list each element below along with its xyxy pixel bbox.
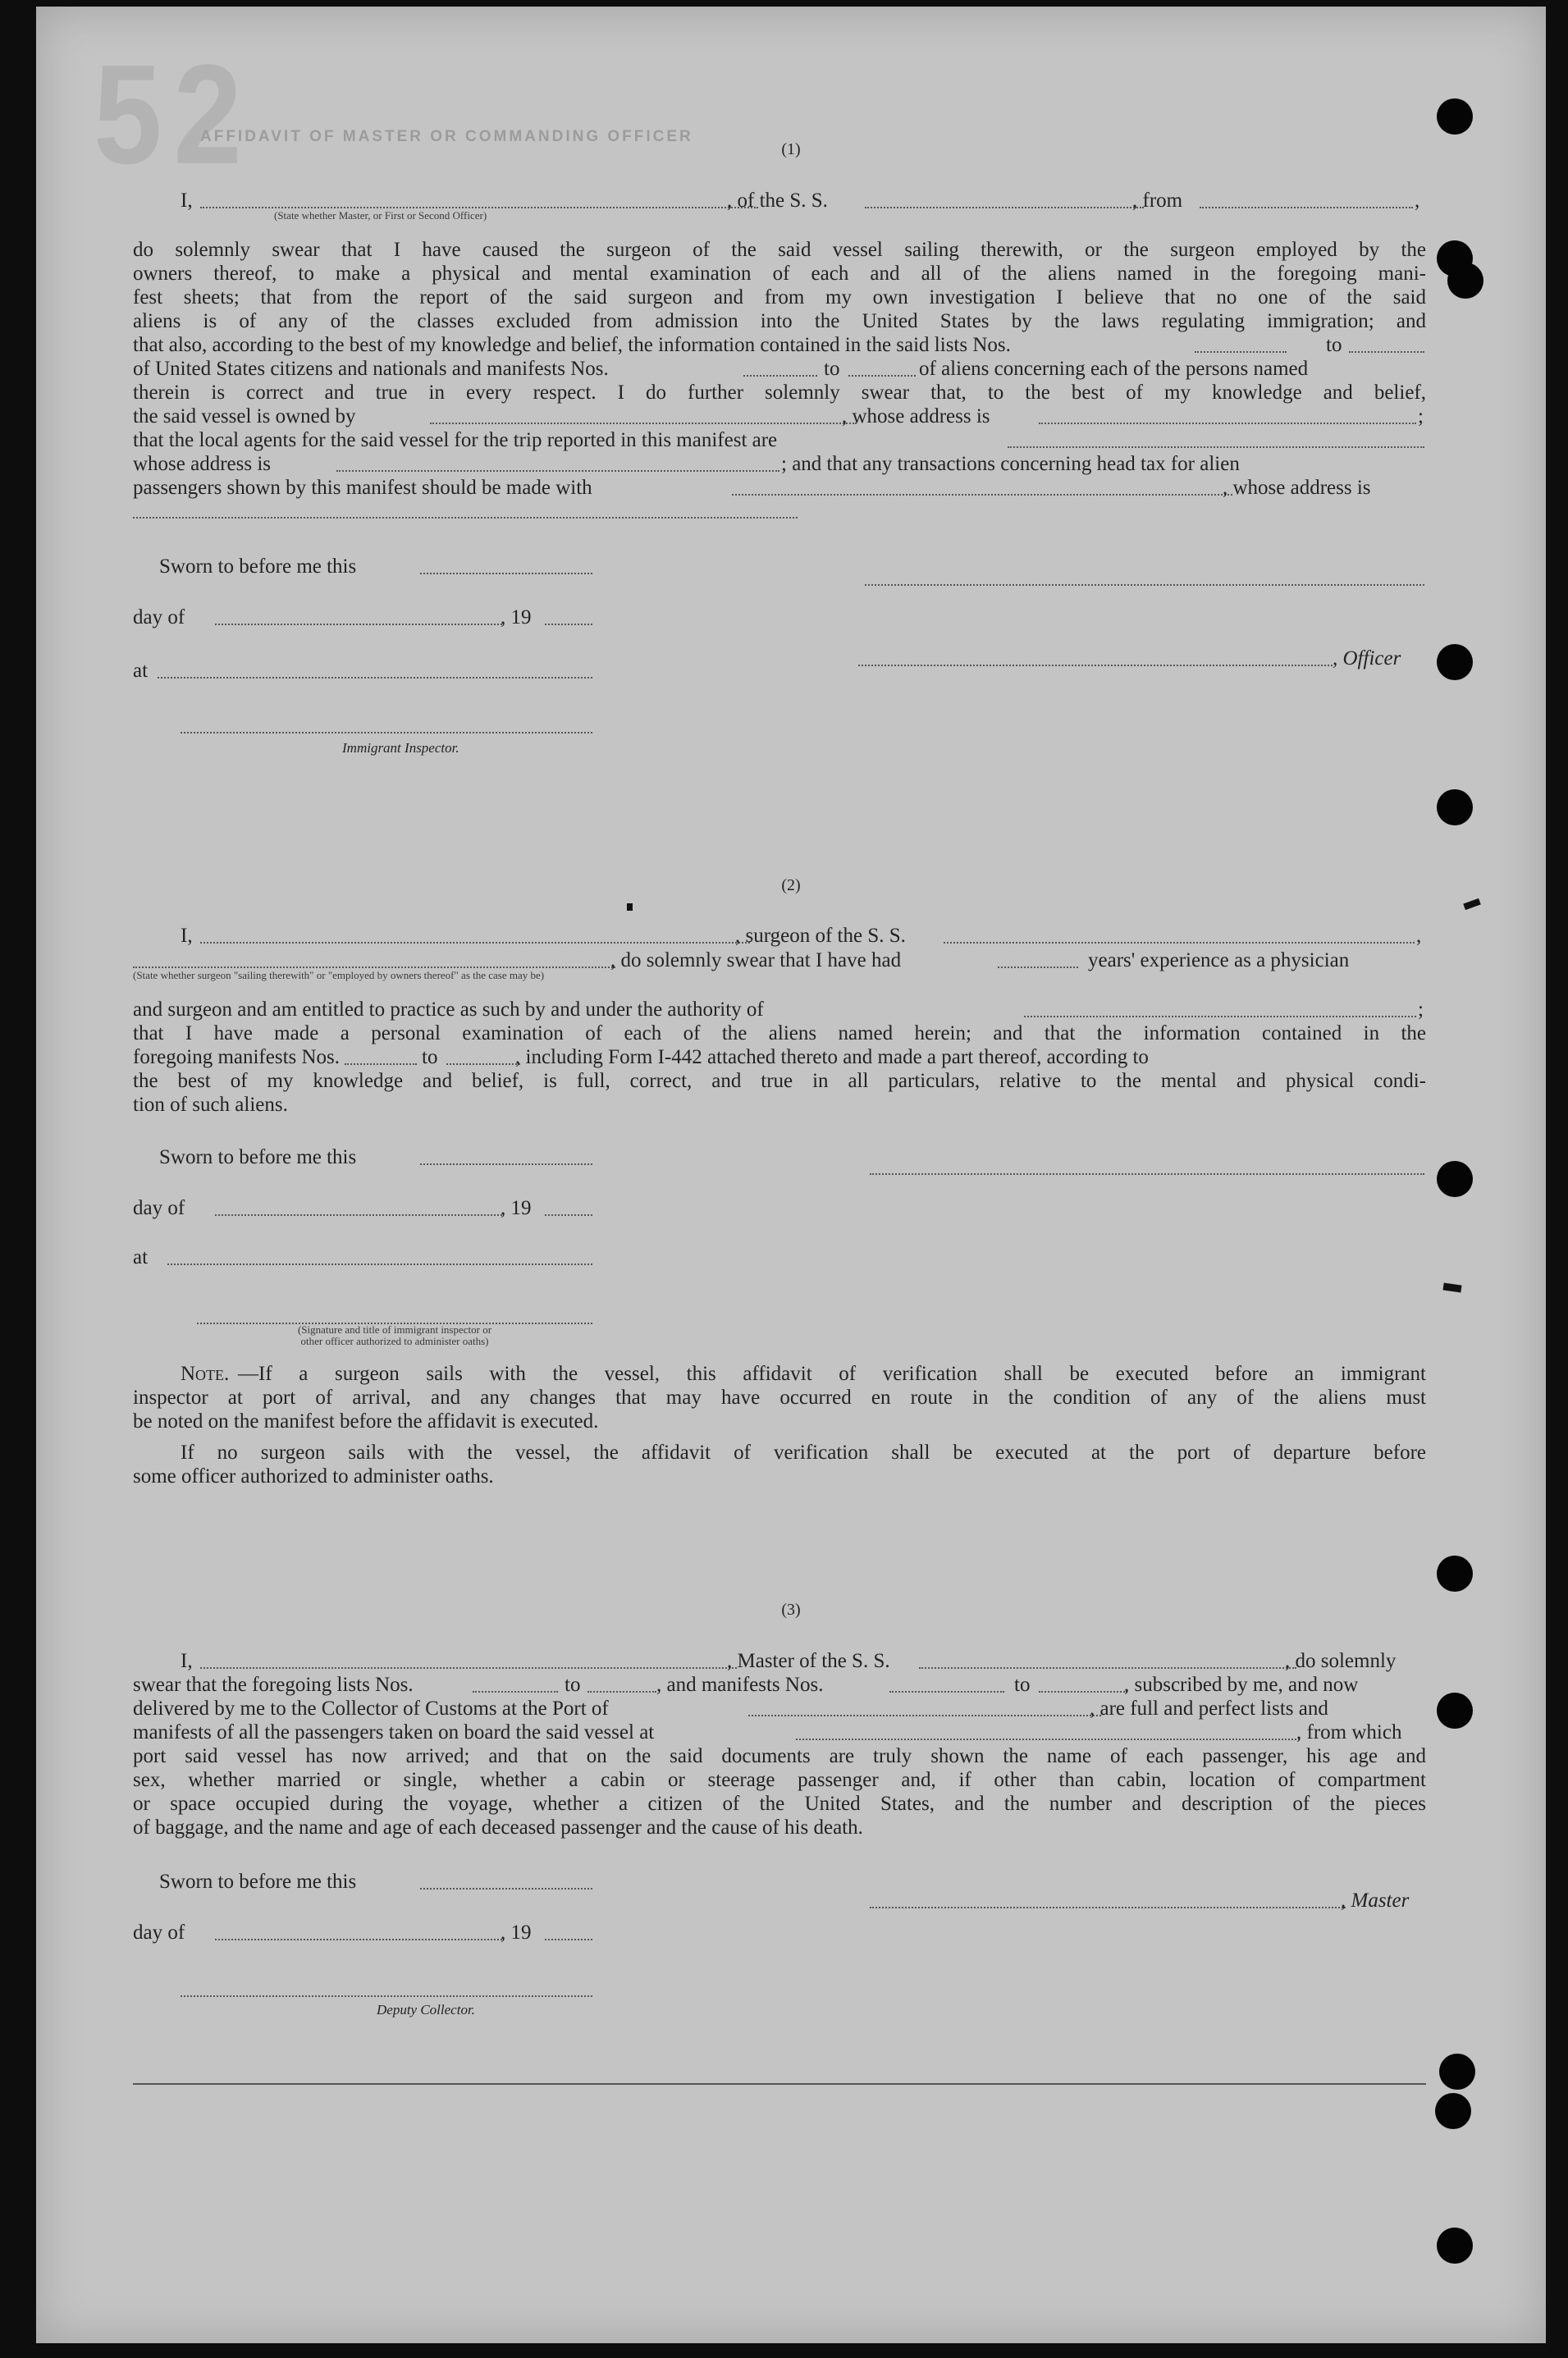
line-text: , bbox=[1415, 190, 1420, 212]
para-line: delivered by me to the Collector of Customs at the Port of bbox=[133, 1698, 609, 1720]
year-label: , 19 bbox=[501, 1922, 532, 1944]
blank-field bbox=[215, 1921, 502, 1940]
day-label: day of bbox=[133, 1197, 185, 1219]
para-line: , whose address is bbox=[1223, 477, 1371, 499]
day-label: day of bbox=[133, 606, 185, 628]
day-label: day of bbox=[133, 1922, 185, 1944]
punch-hole bbox=[1437, 98, 1473, 135]
blank-field bbox=[732, 476, 1232, 496]
line-text: , do solemnly bbox=[1285, 1650, 1397, 1672]
para-line: to bbox=[824, 358, 840, 380]
blank-field bbox=[1039, 404, 1416, 424]
blank-field bbox=[336, 452, 779, 472]
blank-field bbox=[1200, 189, 1413, 208]
bottom-rule bbox=[133, 2082, 1426, 2085]
punch-hole bbox=[1437, 2228, 1473, 2264]
para-line: , including Form I-442 attached thereto and made a part thereof, according to bbox=[515, 1046, 1149, 1068]
signature-line bbox=[865, 566, 1424, 586]
para-line: foregoing manifests Nos. bbox=[133, 1046, 341, 1068]
blank-field bbox=[215, 1196, 502, 1216]
punch-hole bbox=[1437, 644, 1473, 680]
ink-mark bbox=[627, 903, 633, 911]
line-text: years' experience as a physician bbox=[1088, 949, 1350, 971]
line-text: , bbox=[1416, 925, 1422, 947]
blank-field bbox=[743, 357, 817, 377]
para-line: , from which bbox=[1296, 1721, 1402, 1743]
blank-field bbox=[133, 948, 615, 968]
blank-field bbox=[167, 1245, 592, 1265]
para-line: , and manifests Nos. bbox=[656, 1674, 824, 1696]
para-line: , whose address is bbox=[842, 405, 990, 427]
para-line: the said vessel is owned by bbox=[133, 405, 356, 427]
para-line: of baggage, and the name and age of each deceased passenger and the cause of his death. bbox=[133, 1816, 863, 1839]
blank-field bbox=[865, 189, 1144, 208]
signature-line bbox=[870, 1889, 1346, 1908]
section-number: (1) bbox=[781, 140, 801, 158]
blank-field bbox=[919, 1649, 1296, 1669]
punch-hole bbox=[1435, 2093, 1471, 2129]
note-line: be noted on the manifest before the affidavit is executed. bbox=[133, 1410, 599, 1433]
faded-heading: AFFIDAVIT OF MASTER OR COMMANDING OFFICER bbox=[200, 128, 693, 145]
para-line: , are full and perfect lists and bbox=[1090, 1698, 1328, 1720]
blank-field bbox=[889, 1673, 1004, 1693]
para-line: manifests of all the passengers taken on board the said vessel at bbox=[133, 1721, 655, 1743]
line-text: I, bbox=[181, 190, 193, 212]
master-label: , Master bbox=[1341, 1890, 1410, 1912]
blank-field bbox=[1008, 428, 1424, 448]
note-line: If no surgeon sails with the vessel, the affidavit of verification shall be executed at the port of departure before bbox=[181, 1442, 1426, 1464]
at-label: at bbox=[133, 1246, 149, 1268]
para-line: aliens is of any of the classes excluded from admission into the United States by the laws regulating immigration; and bbox=[133, 310, 1426, 332]
blank-field bbox=[420, 1870, 592, 1890]
line-text: , of the S. S. bbox=[727, 190, 828, 212]
blank-field bbox=[587, 1673, 656, 1693]
punch-hole bbox=[1437, 1161, 1473, 1197]
para-line: ; and that any transactions concerning head tax for alien bbox=[781, 453, 1240, 475]
blank-field bbox=[420, 555, 592, 574]
blank-field bbox=[133, 499, 798, 519]
blank-field bbox=[545, 1921, 592, 1940]
para-line: do solemnly swear that I have caused the surgeon of the said vessel sailing therewith, or the surgeon employed by the bbox=[133, 239, 1426, 261]
para-line: and surgeon and am entitled to practice as such by and under the authority of bbox=[133, 998, 764, 1021]
blank-field bbox=[796, 1721, 1300, 1740]
note-line: inspector at port of arrival, and any changes that may have occurred en route in the condition of any of the aliens must bbox=[133, 1387, 1426, 1409]
blank-field bbox=[215, 605, 502, 625]
signature-line bbox=[858, 647, 1333, 666]
para-line: of aliens concerning each of the persons named bbox=[919, 358, 1309, 380]
blank-field bbox=[545, 605, 592, 625]
punch-hole bbox=[1437, 1693, 1473, 1729]
line-text: I, bbox=[181, 925, 193, 947]
para-line: to bbox=[1014, 1674, 1031, 1696]
blank-field bbox=[1024, 998, 1416, 1017]
collector-label: Deputy Collector. bbox=[377, 2002, 475, 2018]
para-line: fest sheets; that from the report of the said surgeon and from my own investigation I believe that no one of the said bbox=[133, 286, 1426, 308]
year-label: , 19 bbox=[501, 606, 532, 628]
punch-hole bbox=[1439, 2054, 1475, 2090]
field-hint: (State whether Master, or First or Second Officer) bbox=[274, 209, 487, 222]
para-line: tion of such aliens. bbox=[133, 1094, 288, 1116]
line-text: , Master of the S. S. bbox=[727, 1650, 890, 1672]
para-line: sex, whether married or single, whether a cabin or steerage passenger and, if other than cabin, location of compartment bbox=[133, 1769, 1426, 1791]
para-line: the best of my knowledge and belief, is full, correct, and true in all particulars, relative to the mental and physical condi- bbox=[133, 1070, 1426, 1092]
sworn-label: Sworn to before me this bbox=[159, 1146, 357, 1168]
document-page bbox=[36, 7, 1546, 2343]
blank-field bbox=[420, 1145, 592, 1165]
section-number: (2) bbox=[781, 876, 801, 894]
blank-field bbox=[848, 357, 916, 377]
para-line: passengers shown by this manifest should be made with bbox=[133, 477, 592, 499]
signature-line bbox=[181, 714, 592, 733]
note-line: some officer authorized to administer oaths. bbox=[133, 1465, 494, 1487]
para-line: to bbox=[565, 1674, 581, 1696]
signature-hint: other officer authorized to administer oaths) bbox=[300, 1335, 489, 1347]
signature-line bbox=[197, 1305, 592, 1324]
blank-field bbox=[158, 659, 592, 679]
para-line: whose address is bbox=[133, 453, 272, 475]
blank-field bbox=[200, 924, 750, 944]
line-text: , surgeon of the S. S. bbox=[735, 925, 906, 947]
blank-field bbox=[1349, 333, 1424, 353]
blank-field bbox=[545, 1196, 592, 1216]
punch-hole bbox=[1437, 1556, 1473, 1592]
at-label: at bbox=[133, 660, 149, 682]
signature-hint: (Signature and title of immigrant inspector or bbox=[297, 1323, 492, 1336]
line-text: I, bbox=[181, 1650, 193, 1672]
para-line: ; bbox=[1418, 405, 1424, 427]
officer-label: , Officer bbox=[1333, 647, 1401, 669]
blank-field bbox=[944, 924, 1415, 944]
blank-field bbox=[748, 1697, 1101, 1716]
blank-field bbox=[446, 1045, 520, 1065]
year-label: , 19 bbox=[501, 1197, 532, 1219]
para-line: owners thereof, to make a physical and mental examination of each and all of the aliens named in the foregoing mani- bbox=[133, 263, 1426, 285]
blank-field bbox=[1195, 333, 1287, 353]
para-line: ; bbox=[1418, 998, 1424, 1021]
para-line: to bbox=[1326, 334, 1342, 356]
para-line: , subscribed by me, and now bbox=[1124, 1674, 1359, 1696]
inspector-label: Immigrant Inspector. bbox=[342, 740, 459, 756]
sworn-label: Sworn to before me this bbox=[159, 1871, 357, 1893]
blank-field bbox=[1039, 1673, 1127, 1693]
line-text: , from bbox=[1132, 190, 1183, 212]
note-label: Note. bbox=[181, 1363, 230, 1385]
ink-mark bbox=[1463, 898, 1481, 910]
blank-field bbox=[430, 404, 857, 424]
blank-field bbox=[998, 948, 1078, 968]
para-line: port said vessel has now arrived; and that on the said documents are truly shown the name of each passenger, his age and bbox=[133, 1745, 1426, 1767]
ink-mark bbox=[1442, 1283, 1461, 1293]
blank-field bbox=[473, 1673, 558, 1693]
para-line: therein is correct and true in every respect. I do further solemnly swear that, to the best of my knowledge and belief, bbox=[133, 382, 1426, 404]
para-line: that also, according to the best of my knowledge and belief, the information contained in the said lists Nos. bbox=[133, 334, 1011, 356]
para-line: swear that the foregoing lists Nos. bbox=[133, 1674, 414, 1696]
section-number: (3) bbox=[781, 1601, 801, 1619]
line-text: , do solemnly swear that I have had bbox=[610, 949, 902, 971]
punch-hole bbox=[1447, 263, 1483, 299]
punch-hole bbox=[1437, 789, 1473, 825]
blank-field bbox=[345, 1045, 417, 1065]
signature-line bbox=[181, 1977, 592, 1997]
para-line: or space occupied during the voyage, whether a citizen of the United States, and the number and description of the pieces bbox=[133, 1793, 1426, 1815]
signature-line bbox=[870, 1155, 1424, 1175]
blank-field bbox=[200, 1649, 737, 1669]
field-hint: (State whether surgeon "sailing therewith" or "employed by owners thereof" as the case may be) bbox=[133, 969, 545, 981]
page-number: 52 bbox=[94, 34, 254, 194]
para-line: of United States citizens and nationals and manifests Nos. bbox=[133, 358, 609, 380]
para-line: that I have made a personal examination of each of the aliens named herein; and that the information contained in the bbox=[133, 1022, 1426, 1044]
note-line: —If a surgeon sails with the vessel, this affidavit of verification shall be executed before an immigrant bbox=[238, 1363, 1426, 1385]
para-line: to bbox=[422, 1046, 438, 1068]
sworn-label: Sworn to before me this bbox=[159, 555, 357, 578]
para-line: that the local agents for the said vessel for the trip reported in this manifest are bbox=[133, 429, 778, 451]
blank-field bbox=[200, 189, 758, 208]
